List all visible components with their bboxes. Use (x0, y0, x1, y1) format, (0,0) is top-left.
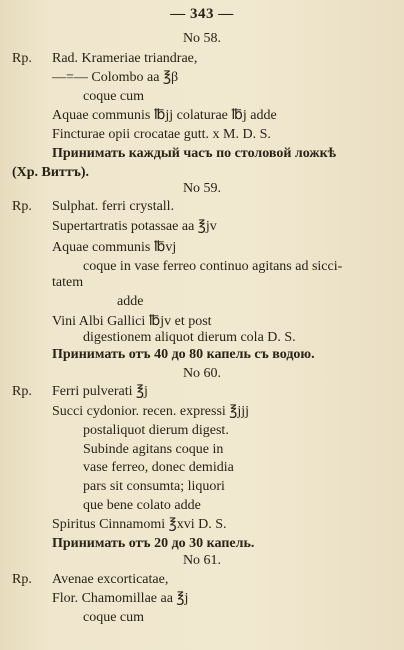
recipe-number: No 58. (182, 31, 222, 46)
rp-marker: Rp. (12, 199, 32, 214)
text-line: coque cum (83, 89, 145, 104)
rp-marker: Rp. (12, 51, 32, 66)
text-line: adde (117, 294, 144, 309)
text-line: (Хр. Виттъ). (12, 165, 90, 180)
text-line: Vini Albi Gallici ℔jv et post (52, 314, 212, 329)
text-line: Ferri pulverati ℥j (52, 384, 148, 399)
text-line: —=— Colombo aa ℥β (52, 70, 179, 85)
text-line: Subinde agitans coque in (83, 442, 224, 457)
text-line: pars sit consumta; liquori (83, 479, 225, 494)
text-line: Aquae communis ℔vj (52, 240, 177, 255)
text-line: Supertartratis potassae aa ℥jv (52, 219, 217, 234)
text-line: Flor. Chamomillae aa ℥j (52, 591, 189, 606)
text-line: postaliquot dierum digest. (83, 423, 229, 438)
text-line: coque in vase ferreo continuo agitans ad sicci- (83, 259, 343, 274)
recipe-number: No 61. (182, 553, 222, 568)
rp-marker: Rp. (12, 384, 32, 399)
text-line: vase ferreo, donec demidia (83, 460, 234, 475)
text-line: Rad. Krameriae triandrae, (52, 51, 198, 66)
text-line: Принимать отъ 20 до 30 капель. (52, 536, 255, 551)
text-line: Принимать отъ 40 до 80 капель съ водою. (52, 347, 315, 362)
text-line: Avenae excorticatae, (52, 572, 169, 587)
text-line: digestionem aliquot dierum cola D. S. (83, 330, 296, 345)
text-line: Fincturae opii crocatae gutt. x M. D. S. (52, 127, 271, 142)
recipe-number: No 59. (182, 181, 222, 196)
text-line: Sulphat. ferri crystall. (52, 199, 175, 214)
recipe-number: No 60. (182, 366, 222, 381)
page-number: — 343 — (170, 6, 234, 22)
text-line: Spiritus Cinnamomi ℥xvi D. S. (52, 517, 227, 532)
text-line: coque cum (83, 610, 145, 625)
text-line: Aquae communis ℔jj colaturae ℔j adde (52, 108, 277, 123)
text-line: que bene colato adde (83, 498, 201, 513)
text-line: Succi cydonior. recen. expressi ℥jjj (52, 404, 250, 419)
rp-marker: Rp. (12, 572, 32, 587)
text-line: tatem (52, 275, 84, 290)
text-line: Принимать каждый часъ по столовой ложкѣ (52, 146, 337, 161)
